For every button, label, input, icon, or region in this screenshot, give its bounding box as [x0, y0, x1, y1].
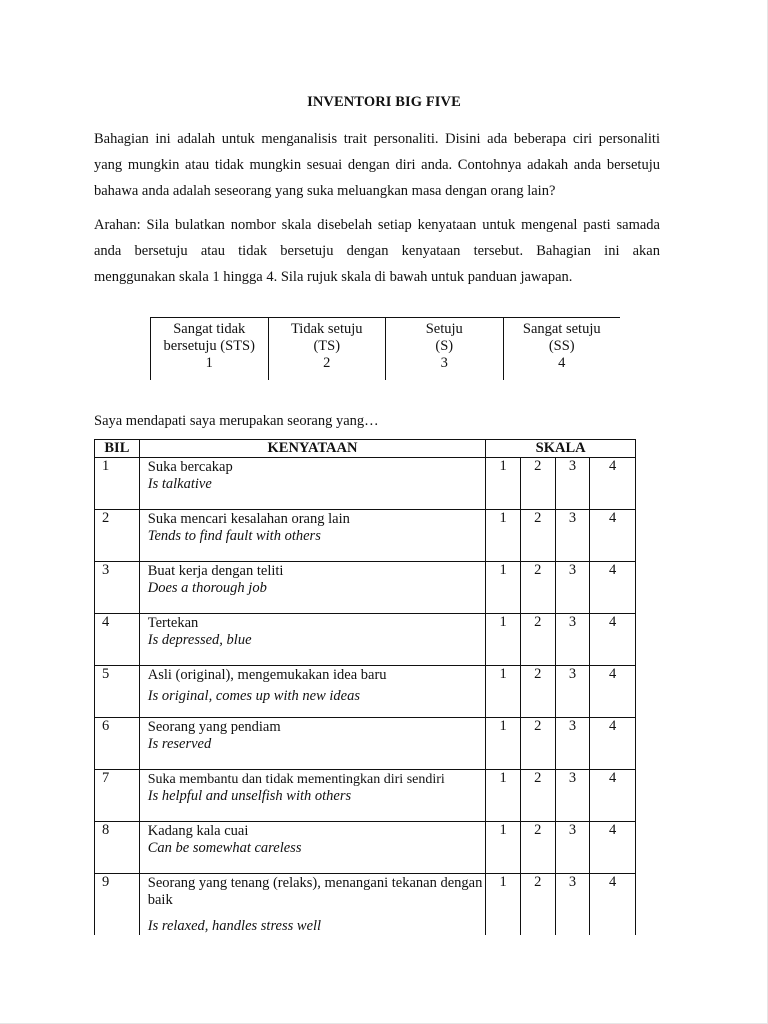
scale-option-2[interactable]: 2: [520, 822, 555, 874]
paragraph-line: bahawa anda adalah seseorang yang suka meluangkan masa dengan orang lain?: [94, 183, 556, 199]
scale-option-1[interactable]: 1: [486, 770, 521, 822]
table-row: [95, 458, 636, 510]
scale-label: Setuju: [425, 321, 463, 337]
scale-label: Sangat setuju: [522, 321, 601, 337]
scale-legend-item: [150, 318, 268, 380]
scale-option-1[interactable]: 1: [486, 822, 521, 874]
scale-option-4[interactable]: 4: [590, 718, 636, 770]
scale-value: 1: [205, 355, 213, 371]
statement-malay: Suka membantu dan tidak mementingkan diri sendiri: [147, 772, 445, 787]
statement-cell: [139, 822, 485, 874]
scale-option-2[interactable]: 2: [520, 874, 555, 936]
scale-option-1[interactable]: 1: [486, 874, 521, 936]
scale-option-3[interactable]: 3: [555, 458, 590, 510]
column-header-skala: SKALA: [486, 440, 636, 458]
scale-value: 4: [558, 355, 566, 371]
row-number: 2: [95, 510, 140, 562]
scale-option-2[interactable]: 2: [520, 510, 555, 562]
scale-value: 3: [440, 355, 448, 371]
statement-english: Is reserved: [147, 736, 212, 752]
paragraph-line: yang mungkin atau tidak mungkin sesuai dengan diri anda. Contohnya adakah anda bersetuju: [94, 157, 660, 173]
scale-option-4[interactable]: 4: [590, 458, 636, 510]
scale-option-1[interactable]: 1: [486, 510, 521, 562]
scale-abbrev: (S): [435, 338, 454, 354]
scale-option-1[interactable]: 1: [486, 562, 521, 614]
scale-option-4[interactable]: 4: [590, 614, 636, 666]
row-number: 6: [95, 718, 140, 770]
instructions-paragraph: [94, 212, 660, 290]
scale-option-4[interactable]: 4: [590, 562, 636, 614]
row-number: 1: [95, 458, 140, 510]
scale-option-4[interactable]: 4: [590, 770, 636, 822]
statement-cell: [139, 718, 485, 770]
statements-table: [94, 439, 636, 935]
scale-option-1[interactable]: 1: [486, 614, 521, 666]
statement-cell: [139, 666, 485, 718]
scale-option-4[interactable]: 4: [590, 874, 636, 936]
row-number: 8: [95, 822, 140, 874]
intro-paragraph: [94, 126, 660, 204]
statement-malay: Buat kerja dengan teliti: [147, 563, 284, 579]
scale-legend: [150, 317, 620, 380]
statement-cell: [139, 770, 485, 822]
row-number: 7: [95, 770, 140, 822]
scale-option-4[interactable]: 4: [590, 822, 636, 874]
table-row: [95, 822, 636, 874]
column-header-bil: BIL: [95, 440, 140, 458]
statement-english: Is relaxed, handles stress well: [147, 918, 322, 934]
statement-malay: Suka mencari kesalahan orang lain: [147, 511, 350, 527]
statement-malay: Seorang yang tenang (relaks), menangani tekanan dengan baik: [147, 875, 483, 908]
scale-label: Tidak setuju: [290, 321, 363, 337]
table-row: [95, 510, 636, 562]
scale-option-3[interactable]: 3: [555, 770, 590, 822]
table-row: [95, 770, 636, 822]
scale-option-2[interactable]: 2: [520, 770, 555, 822]
scale-legend-item: [268, 318, 386, 380]
scale-abbrev: bersetuju (STS): [163, 338, 255, 354]
row-number: 4: [95, 614, 140, 666]
paragraph-line: Arahan: Sila bulatkan nombor skala disebelah setiap kenyataan untuk mengenal pasti samada: [94, 217, 660, 233]
statement-english: Tends to find fault with others: [147, 528, 321, 544]
row-number: 5: [95, 666, 140, 718]
scale-option-3[interactable]: 3: [555, 874, 590, 936]
statement-english: Can be somewhat careless: [147, 840, 302, 856]
scale-abbrev: (TS): [313, 338, 341, 354]
statement-english: Is talkative: [147, 476, 212, 492]
scale-option-3[interactable]: 3: [555, 718, 590, 770]
scale-option-3[interactable]: 3: [555, 614, 590, 666]
table-row: [95, 614, 636, 666]
statement-english: Does a thorough job: [147, 580, 267, 596]
table-row: [95, 562, 636, 614]
table-header-row: [95, 440, 636, 458]
scale-option-4[interactable]: 4: [590, 666, 636, 718]
paragraph-line: menggunakan skala 1 hingga 4. Sila rujuk skala di bawah untuk panduan jawapan.: [94, 269, 573, 285]
statement-malay: Suka bercakap: [147, 459, 233, 475]
table-row: [95, 666, 636, 718]
scale-option-2[interactable]: 2: [520, 718, 555, 770]
statement-cell: [139, 874, 485, 936]
statement-english: Is helpful and unselfish with others: [147, 788, 352, 804]
row-number: 3: [95, 562, 140, 614]
statement-english: Is original, comes up with new ideas: [147, 688, 361, 704]
scale-option-3[interactable]: 3: [555, 562, 590, 614]
scale-option-2[interactable]: 2: [520, 614, 555, 666]
scale-option-1[interactable]: 1: [486, 666, 521, 718]
scale-label: Sangat tidak: [173, 321, 246, 337]
scale-legend-item: [385, 318, 503, 380]
paragraph-line: Bahagian ini adalah untuk menganalisis trait personaliti. Disini ada beberapa ciri personaliti: [94, 131, 660, 147]
statement-malay: Tertekan: [147, 615, 199, 631]
statement-cell: [139, 614, 485, 666]
scale-option-2[interactable]: 2: [520, 562, 555, 614]
table-intro: Saya mendapati saya merupakan seorang yang…: [94, 413, 379, 429]
statement-cell: [139, 458, 485, 510]
statement-malay: Kadang kala cuai: [147, 823, 249, 839]
scale-option-3[interactable]: 3: [555, 822, 590, 874]
table-row: [95, 718, 636, 770]
scale-abbrev: (SS): [548, 338, 575, 354]
row-number: 9: [95, 874, 140, 936]
statement-malay: Asli (original), mengemukakan idea baru: [147, 667, 387, 683]
statement-cell: [139, 510, 485, 562]
column-header-kenyataan: KENYATAAN: [139, 440, 485, 458]
document-title: INVENTORI BIG FIVE: [307, 94, 461, 110]
statement-cell: [139, 562, 485, 614]
paragraph-line: anda bersetuju atau tidak bersetuju dengan kenyataan tersebut. Bahagian ini akan: [94, 243, 660, 259]
statement-english: Is depressed, blue: [147, 632, 252, 648]
statement-malay: Seorang yang pendiam: [147, 719, 281, 735]
scale-option-1[interactable]: 1: [486, 458, 521, 510]
scale-option-2[interactable]: 2: [520, 666, 555, 718]
scale-option-4[interactable]: 4: [590, 510, 636, 562]
table-row: [95, 874, 636, 936]
scale-option-3[interactable]: 3: [555, 510, 590, 562]
scale-value: 2: [323, 355, 331, 371]
scale-legend-item: [503, 318, 621, 380]
scale-option-2[interactable]: 2: [520, 458, 555, 510]
scale-option-1[interactable]: 1: [486, 718, 521, 770]
scale-option-3[interactable]: 3: [555, 666, 590, 718]
